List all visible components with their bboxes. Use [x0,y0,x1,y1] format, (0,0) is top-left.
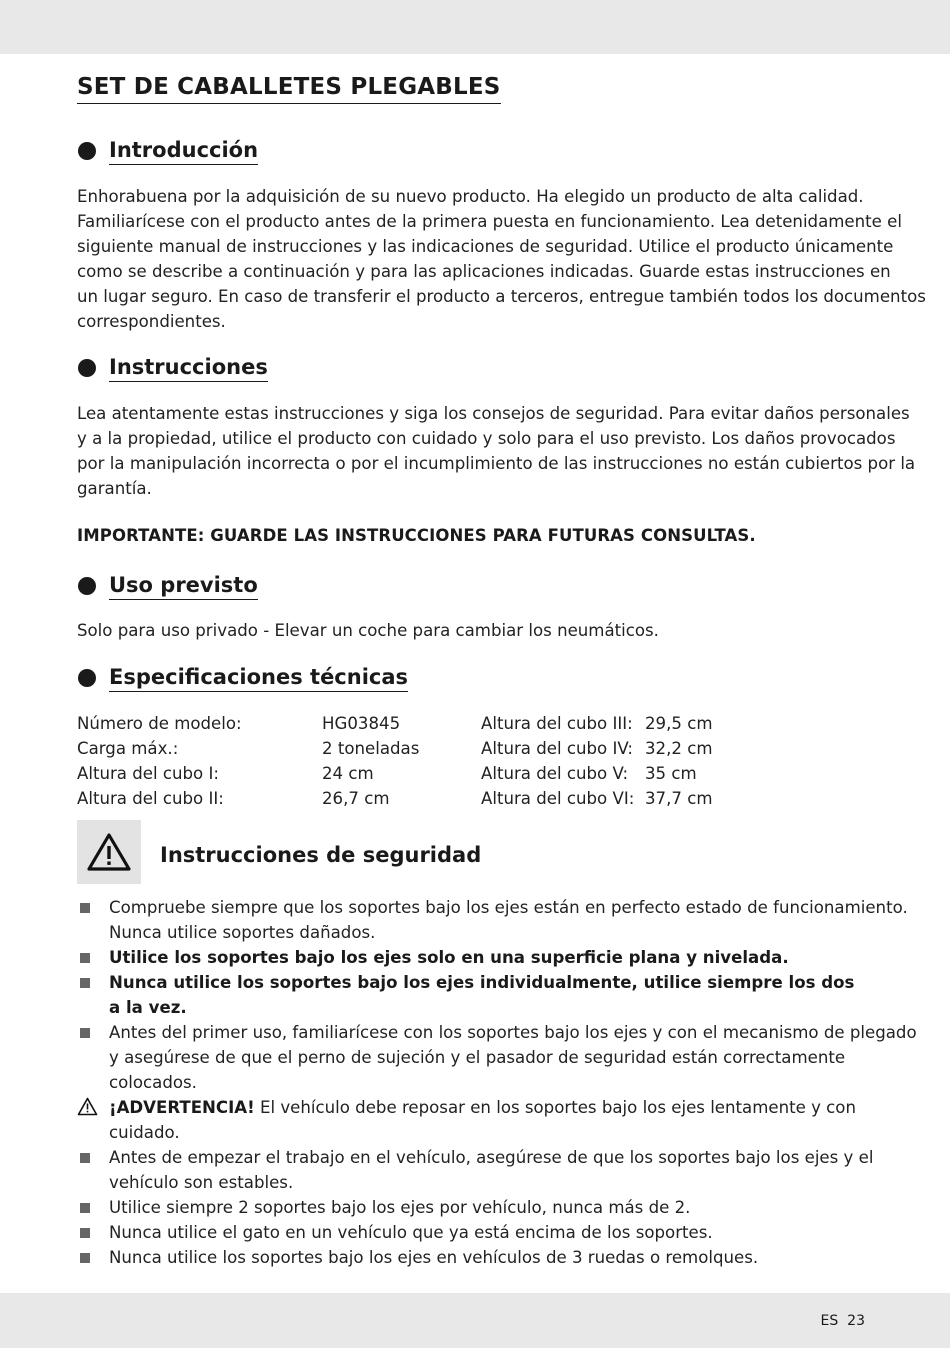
square-bullet-icon [80,1028,90,1038]
warning-text: El vehículo debe reposar en los soportes bajo los ejes lentamente y con [254,1098,856,1117]
text-line: a la vez. [109,998,187,1017]
spec-label: Número de modelo: [77,714,242,733]
list-item [77,895,908,945]
spec-value: 26,7 cm [322,789,390,808]
warning-box [77,820,141,884]
text-line: colocados. [109,1073,197,1092]
list-item [77,1195,877,1220]
text-line: cuidado. [109,1123,180,1142]
square-bullet-icon [80,1203,90,1213]
list-item [77,945,877,970]
instructions-paragraph [77,401,916,501]
spec-value: 24 cm [322,764,374,783]
spec-value: 37,7 cm [645,789,713,808]
important-notice: IMPORTANTE: GUARDE LAS INSTRUCCIONES PARA FUTURAS CONSULTAS. [77,526,756,545]
spec-label: Altura del cubo VI: [481,789,635,808]
text-line: garantía. [77,479,152,498]
text-line: por la manipulación incorrecta o por el incumplimiento de las instrucciones no están cubiertos por la [77,454,916,473]
section-heading-intro [78,136,258,165]
text-line: Nunca utilice los soportes bajo los ejes en vehículos de 3 ruedas o remolques. [109,1248,759,1267]
text-line: Nunca utilice los soportes bajo los ejes individualmente, utilice siempre los dos [109,973,855,992]
page-title: SET DE CABALLETES PLEGABLES [77,72,501,104]
intro-heading: Introducción [109,136,258,165]
spec-label: Altura del cubo IV: [481,739,633,758]
warning-label: ¡ADVERTENCIA! [109,1098,255,1117]
list-item [77,1020,917,1095]
section-heading-specs [78,663,408,692]
spec-label: Altura del cubo V: [481,764,629,783]
text-line: Utilice los soportes bajo los ejes solo en una superficie plana y nivelada. [109,948,789,967]
text-line: un lugar seguro. En caso de transferir el producto a terceros, entregue también todos los documentos [77,287,926,306]
section-heading-use [78,571,258,600]
list-item-warning [77,1095,877,1145]
safety-list [77,895,917,1270]
bullet-dot-icon [78,577,96,595]
spec-value: 32,2 cm [645,739,713,758]
bullet-dot-icon [78,669,96,687]
intro-paragraph [77,184,926,334]
spec-label: Carga máx.: [77,739,179,758]
specs-heading: Especificaciones técnicas [109,663,408,692]
text-line: Nunca utilice el gato en un vehículo que ya está encima de los soportes. [109,1223,713,1242]
use-heading: Uso previsto [109,571,258,600]
list-item [77,1245,877,1270]
spec-value: 2 toneladas [322,739,420,758]
square-bullet-icon [80,953,90,963]
text-line: y a la propiedad, utilice el producto con cuidado y solo para el uso previsto. Los daños provocados [77,429,896,448]
footer-page: 23 [847,1313,865,1329]
warning-triangle-icon [77,1097,98,1116]
spec-value: HG03845 [322,714,401,733]
page-number [821,1313,865,1329]
text-line: correspondientes. [77,312,226,331]
text-line: Enhorabuena por la adquisición de su nuevo producto. Ha elegido un producto de alta calidad. [77,187,864,206]
text-line: y asegúrese de que el perno de sujeción y el pasador de seguridad están correctamente [109,1048,846,1067]
header-band [0,0,950,54]
bullet-dot-icon [78,359,96,377]
square-bullet-icon [80,1253,90,1263]
text-line: Lea atentamente estas instrucciones y siga los consejos de seguridad. Para evitar daños personales [77,404,910,423]
footer-band [0,1293,950,1348]
spec-value: 35 cm [645,764,697,783]
list-item [77,1220,877,1245]
text-line: Antes de empezar el trabajo en el vehículo, asegúrese de que los soportes bajo los ejes y el [109,1148,874,1167]
text-line: siguiente manual de instrucciones y las indicaciones de seguridad. Utilice el producto únicamente [77,237,894,256]
text-line: Familiarícese con el producto antes de la primera puesta en funcionamiento. Lea detenidamente el [77,212,902,231]
spec-value: 29,5 cm [645,714,713,733]
text-line: vehículo son estables. [109,1173,294,1192]
list-item [77,1145,877,1195]
square-bullet-icon [80,1228,90,1238]
warning-triangle-icon [86,832,132,872]
list-item [77,970,877,1020]
text-line: Solo para uso privado - Elevar un coche para cambiar los neumáticos. [77,621,659,640]
section-heading-instructions [78,353,268,382]
text-line: Utilice siempre 2 soportes bajo los ejes por vehículo, nunca más de 2. [109,1198,691,1217]
spec-label: Altura del cubo III: [481,714,633,733]
square-bullet-icon [80,1153,90,1163]
text-line: Nunca utilice soportes dañados. [109,923,376,942]
text-line: Compruebe siempre que los soportes bajo los ejes están en perfecto estado de funcionamiento. [109,898,908,917]
bullet-dot-icon [78,142,96,160]
instructions-heading: Instrucciones [109,353,268,382]
text-line: Antes del primer uso, familiarícese con los soportes bajo los ejes y con el mecanismo de plegado [109,1023,917,1042]
text-line: como se describe a continuación y para las aplicaciones indicadas. Guarde estas instrucciones en [77,262,891,281]
footer-lang: ES [820,1313,839,1329]
use-text [77,618,867,643]
safety-heading: Instrucciones de seguridad [160,843,482,867]
spec-label: Altura del cubo I: [77,764,219,783]
square-bullet-icon [80,978,90,988]
square-bullet-icon [80,903,90,913]
spec-label: Altura del cubo II: [77,789,224,808]
